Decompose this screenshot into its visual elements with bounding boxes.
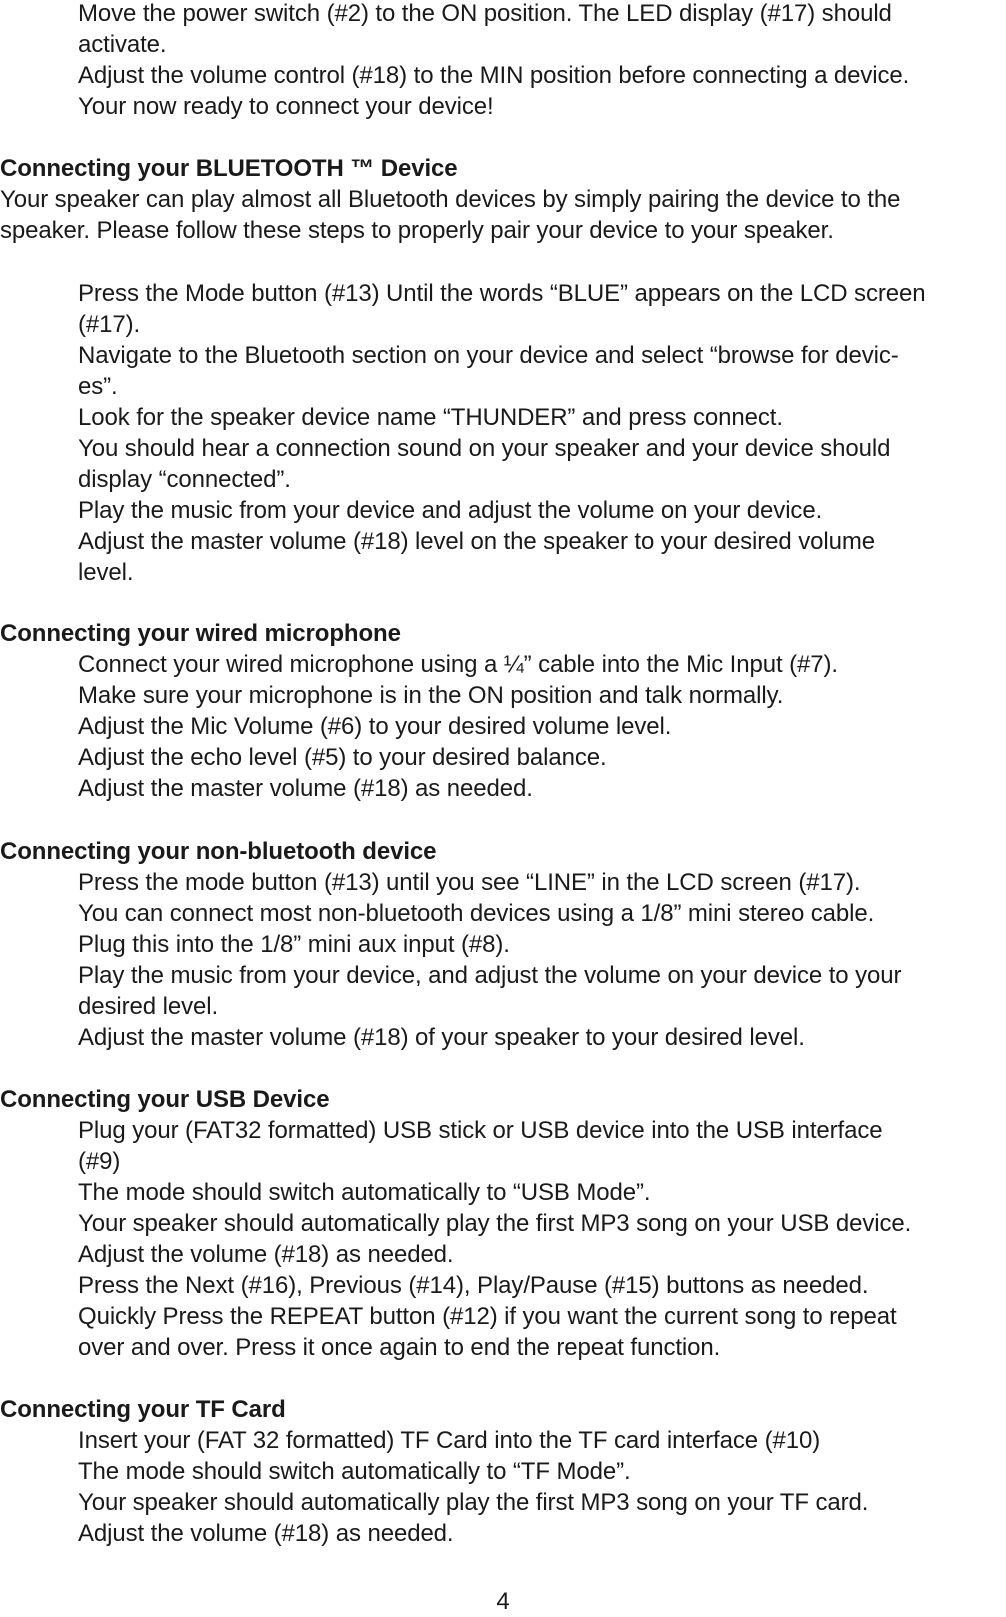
intro-line: Move the power switch (#2) to the ON position. The LED display (#17) should — [78, 0, 892, 27]
bluetooth-step-line: Play the music from your device and adjust the volume on your device. — [78, 497, 823, 524]
intro-line: Your now ready to connect your device! — [78, 93, 494, 120]
bluetooth-step-line: Navigate to the Bluetooth section on your device and select “browse for devic- — [78, 342, 899, 369]
bluetooth-step-line: (#17). — [78, 311, 141, 338]
tf-card-step-line: Adjust the volume (#18) as needed. — [78, 1520, 454, 1547]
bluetooth-step-line: level. — [78, 559, 134, 586]
microphone-step-line: Connect your wired microphone using a ¼” cable into the Mic Input (#7). — [78, 651, 838, 678]
microphone-step-line: Adjust the Mic Volume (#6) to your desired volume level. — [78, 713, 672, 740]
bluetooth-step-line: You should hear a connection sound on your speaker and your device should — [78, 435, 891, 462]
microphone-step-line: Adjust the master volume (#18) as needed. — [78, 775, 533, 802]
intro-line: Adjust the volume control (#18) to the MIN position before connecting a device. — [78, 62, 910, 89]
non-bluetooth-step-line: Play the music from your device, and adjust the volume on your device to your — [78, 962, 902, 989]
microphone-step-line: Adjust the echo level (#5) to your desired balance. — [78, 744, 607, 771]
intro-line: activate. — [78, 31, 167, 58]
non-bluetooth-step-line: You can connect most non-bluetooth devices using a 1/8” mini stereo cable. — [78, 900, 875, 927]
bluetooth-step-line: es”. — [78, 373, 118, 400]
bluetooth-step-line: Adjust the master volume (#18) level on the speaker to your desired volume — [78, 528, 876, 555]
non-bluetooth-step-line: desired level. — [78, 993, 219, 1020]
bluetooth-intro-line: speaker. Please follow these steps to properly pair your device to your speaker. — [0, 217, 834, 244]
bluetooth-heading: Connecting your BLUETOOTH ™ Device — [0, 155, 458, 182]
usb-step-line: over and over. Press it once again to end the repeat function. — [78, 1334, 721, 1361]
non-bluetooth-step-line: Plug this into the 1/8” mini aux input (#8). — [78, 931, 510, 958]
page-number: 4 — [496, 1588, 510, 1615]
usb-step-line: The mode should switch automatically to “USB Mode”. — [78, 1179, 651, 1206]
non-bluetooth-step-line: Press the mode button (#13) until you see “LINE” in the LCD screen (#17). — [78, 869, 861, 896]
usb-step-line: Quickly Press the REPEAT button (#12) if you want the current song to repeat — [78, 1303, 897, 1330]
usb-heading: Connecting your USB Device — [0, 1086, 330, 1113]
microphone-heading: Connecting your wired microphone — [0, 620, 401, 647]
tf-card-step-line: The mode should switch automatically to “TF Mode”. — [78, 1458, 631, 1485]
bluetooth-step-line: Press the Mode button (#13) Until the words “BLUE” appears on the LCD screen — [78, 280, 926, 307]
usb-step-line: (#9) — [78, 1148, 121, 1175]
tf-card-heading: Connecting your TF Card — [0, 1396, 286, 1423]
usb-step-line: Plug your (FAT32 formatted) USB stick or USB device into the USB interface — [78, 1117, 883, 1144]
non-bluetooth-heading: Connecting your non-bluetooth device — [0, 838, 437, 865]
tf-card-step-line: Insert your (FAT 32 formatted) TF Card into the TF card interface (#10) — [78, 1427, 821, 1454]
usb-step-line: Your speaker should automatically play the first MP3 song on your USB device. — [78, 1210, 912, 1237]
bluetooth-step-line: display “connected”. — [78, 466, 291, 493]
non-bluetooth-step-line: Adjust the master volume (#18) of your speaker to your desired level. — [78, 1024, 805, 1051]
bluetooth-intro-line: Your speaker can play almost all Bluetooth devices by simply pairing the device to the — [0, 186, 901, 213]
usb-step-line: Adjust the volume (#18) as needed. — [78, 1241, 454, 1268]
tf-card-step-line: Your speaker should automatically play the first MP3 song on your TF card. — [78, 1489, 869, 1516]
bluetooth-step-line: Look for the speaker device name “THUNDER” and press connect. — [78, 404, 783, 431]
usb-step-line: Press the Next (#16), Previous (#14), Play/Pause (#15) buttons as needed. — [78, 1272, 869, 1299]
microphone-step-line: Make sure your microphone is in the ON position and talk normally. — [78, 682, 784, 709]
